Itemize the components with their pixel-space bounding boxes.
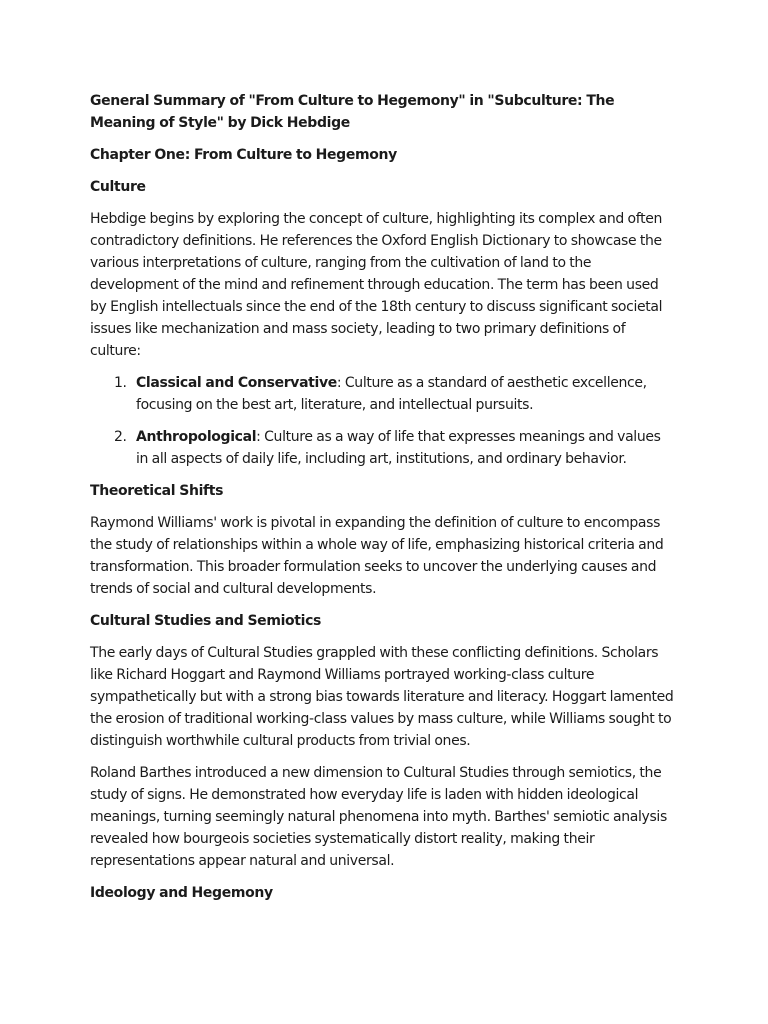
document-page [90,90,674,914]
list-item-term: Classical and Conservative [136,375,337,391]
paragraph: Hebdige begins by exploring the concept of culture, highlighting its complex and often contradictory definitions. He references the Oxford English Dictionary to showcase the various interpretations of culture, ranging from the cultivation of land to the development of the mind and refinement through education. The term has been used by English intellectuals since the end of the 18th century to discuss significant societal issues like mechanization and mass society, leading to two primary definitions of culture: [90,211,663,359]
list-item-number: 2. [114,429,127,445]
document-title: General Summary of "From Culture to Hegemony" in "Subculture: The Meaning of Style" by Dick Hebdige [90,93,615,131]
section-heading-theoretical-shifts: Theoretical Shifts [90,483,224,499]
list-item-number: 1. [114,375,127,391]
list-item-term: Anthropological [136,429,257,445]
paragraph: Raymond Williams' work is pivotal in expanding the definition of culture to encompass the study of relationships within a whole way of life, emphasizing historical criteria and transformation. This broader formulation seeks to uncover the underlying causes and trends of social and cultural developments. [90,515,664,597]
list-item-text: : Culture as a way of life that expresses meanings and values in all aspects of daily life, including art, institutions, and ordinary behavior. [136,429,661,467]
section-heading-ideology-hegemony: Ideology and Hegemony [90,885,273,901]
paragraph: Roland Barthes introduced a new dimension to Cultural Studies through semiotics, the study of signs. He demonstrated how everyday life is laden with hidden ideological meanings, turning seemingly natural phenomena into myth. Barthes' semiotic analysis revealed how bourgeois societies systematically distort reality, making their representations appear natural and universal. [90,765,667,869]
list-item [90,372,674,416]
paragraph: The early days of Cultural Studies grappled with these conflicting definitions. Scholars like Richard Hoggart and Raymond Williams portrayed working-class culture sympathetically but with a strong bias towards literature and literacy. Hoggart lamented the erosion of traditional working-class values by mass culture, while Williams sought to distinguish worthwhile cultural products from trivial ones. [90,645,674,749]
section-heading-cultural-studies: Cultural Studies and Semiotics [90,613,322,629]
list-item [90,426,674,470]
chapter-heading: Chapter One: From Culture to Hegemony [90,147,397,163]
section-heading-culture: Culture [90,179,146,195]
culture-definitions-list [90,372,674,470]
list-item-text: : Culture as a standard of aesthetic excellence, focusing on the best art, literature, and intellectual pursuits. [136,375,647,413]
